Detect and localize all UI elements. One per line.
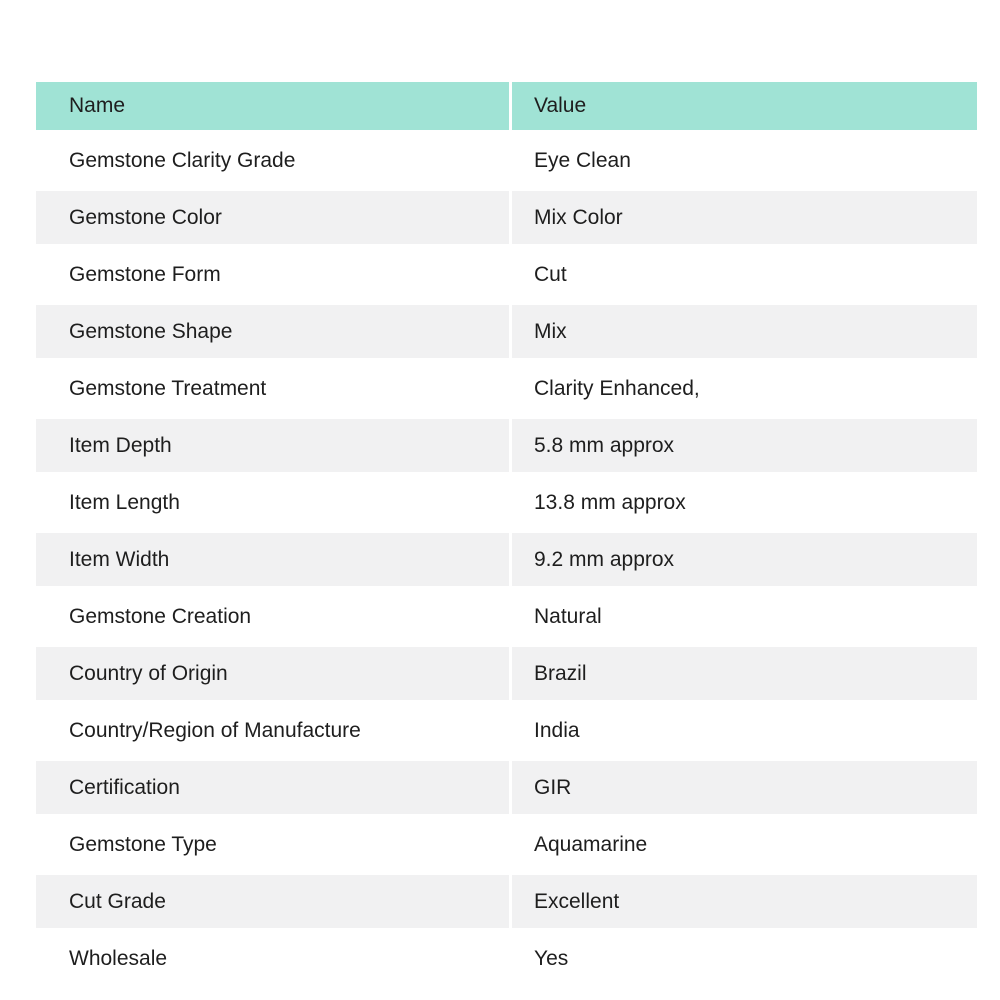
row-name-cell: Certification xyxy=(36,761,509,814)
row-name-cell: Wholesale xyxy=(69,946,168,970)
row-value-cell: Yes xyxy=(534,946,569,970)
row-name-cell: Item Length xyxy=(69,490,180,514)
table-row xyxy=(36,818,977,871)
row-name-cell: Item Depth xyxy=(36,419,509,472)
row-value-cell: Mix xyxy=(512,305,977,358)
table-row xyxy=(36,191,977,244)
row-name-cell: Item Width xyxy=(36,533,509,586)
row-value-cell: Eye Clean xyxy=(534,148,631,172)
row-value-cell: 5.8 mm approx xyxy=(512,419,977,472)
table-row xyxy=(36,761,977,814)
table-row xyxy=(36,476,977,529)
row-value-cell: Natural xyxy=(534,604,602,628)
row-name-cell: Gemstone Shape xyxy=(36,305,509,358)
row-value-cell: Clarity Enhanced, xyxy=(534,376,700,400)
row-name-cell: Gemstone Treatment xyxy=(69,376,267,400)
table-row xyxy=(36,590,977,643)
table-row xyxy=(36,647,977,700)
table-row xyxy=(36,704,977,757)
column-header-value: Value xyxy=(512,82,977,130)
column-header-name: Name xyxy=(36,82,509,130)
row-value-cell: Mix Color xyxy=(512,191,977,244)
table-row xyxy=(36,305,977,358)
row-value-cell: India xyxy=(534,718,580,742)
row-value-cell: GIR xyxy=(512,761,977,814)
row-value-cell: Brazil xyxy=(512,647,977,700)
row-name-cell: Gemstone Form xyxy=(69,262,221,286)
table-row xyxy=(36,134,977,187)
table-row xyxy=(36,875,977,928)
table-row xyxy=(36,248,977,301)
row-value-cell: 9.2 mm approx xyxy=(512,533,977,586)
table-row xyxy=(36,533,977,586)
row-name-cell: Gemstone Creation xyxy=(69,604,252,628)
row-name-cell: Gemstone Type xyxy=(69,832,217,856)
table-header-row xyxy=(36,82,977,130)
row-name-cell: Gemstone Clarity Grade xyxy=(69,148,296,172)
row-name-cell: Country of Origin xyxy=(36,647,509,700)
table-body xyxy=(36,134,977,985)
row-name-cell: Country/Region of Manufacture xyxy=(69,718,361,742)
item-specifics-table xyxy=(36,82,977,985)
row-name-cell: Cut Grade xyxy=(36,875,509,928)
row-value-cell: Cut xyxy=(534,262,567,286)
table-row xyxy=(36,419,977,472)
table-row xyxy=(36,932,977,985)
table-row xyxy=(36,362,977,415)
row-value-cell: Aquamarine xyxy=(534,832,648,856)
row-name-cell: Gemstone Color xyxy=(36,191,509,244)
row-value-cell: Excellent xyxy=(512,875,977,928)
row-value-cell: 13.8 mm approx xyxy=(534,490,686,514)
